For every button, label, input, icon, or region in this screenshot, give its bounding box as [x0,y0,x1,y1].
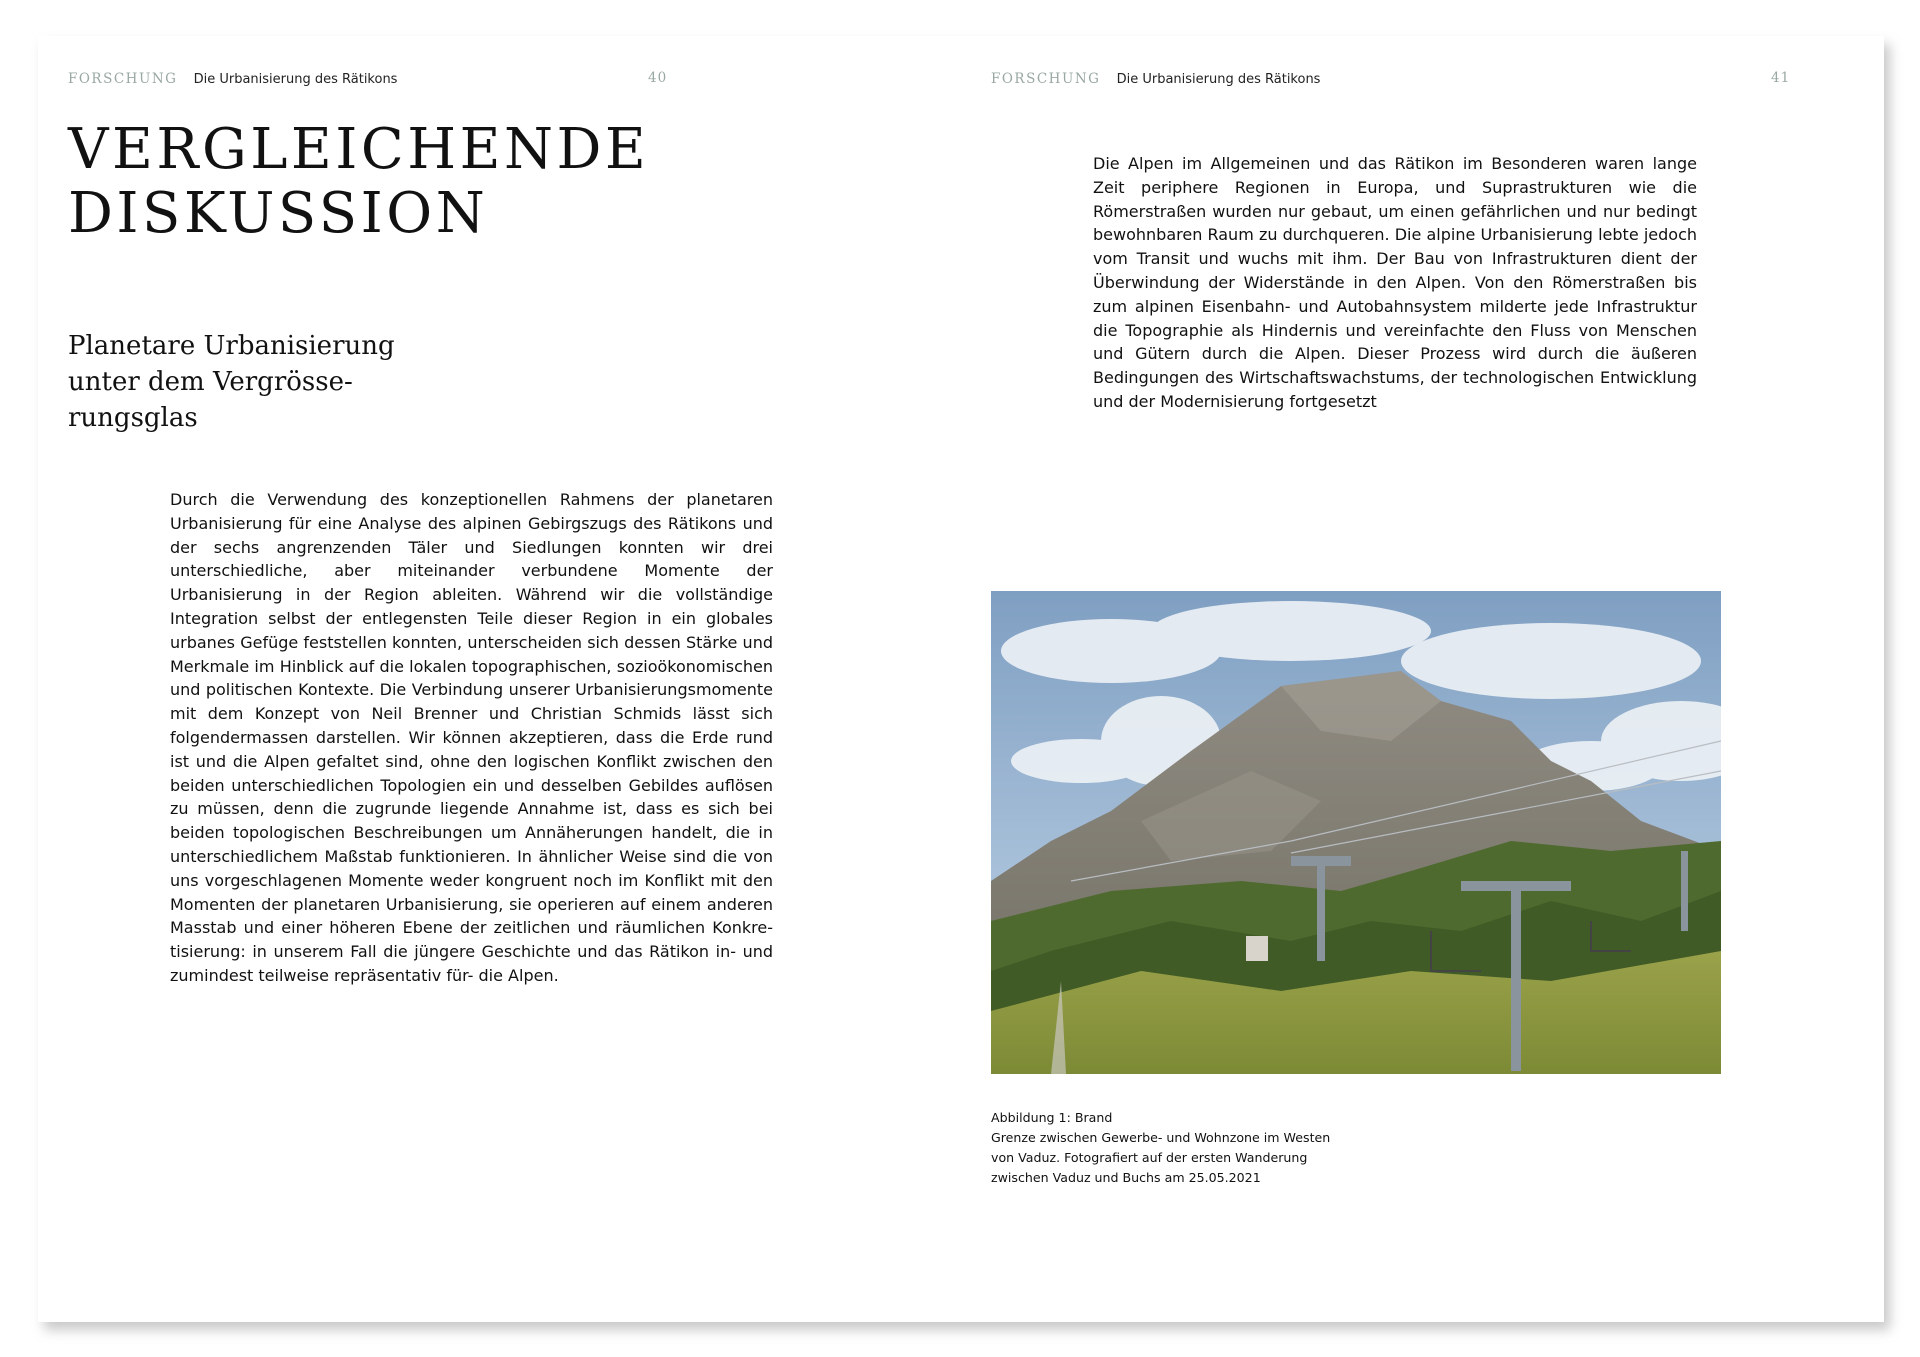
body-paragraph: Die Alpen im Allgemeinen und das Rätikon im Besonderen waren lange Zeit periphere Regionen in Europa, und Suprastrukturen wie die Römerstraßen wurden nur gebaut, um einen gefährlichen und nur bedingt bewohnbaren Raum zu durchqueren. Die alpine Urbanisierung lebte jedoch vom Transit und wuchs mit ihm. Der Bau von Infrastrukturen dient der Überwindung der Widerstände in den Alpen. Von den Römerstraßen bis zum alpinen Eisenbahn- und Autobahnsystem milderte jede Infrastruktur die Topographie als Hindernis und vereinfachte den Fluss von Menschen und Gütern durch die Alpen. Dieser Prozess wird durch die äußeren Bedingungen des Wirtschaftswachstums, der technologischen Entwicklung und der Modernisierung fortgesetzt [1093,154,1697,411]
header-title: Die Urbanisierung des Rätikons [1116,72,1321,87]
book-spread [38,36,1884,1322]
caption-line: zwischen Vaduz und Buchs am 25.05.2021 [991,1170,1261,1185]
running-header [991,71,1320,87]
chapter-title: VERGLEICHENDE DISKUSSION [68,117,650,246]
lift-hut [1246,936,1268,961]
caption-line: von Vaduz. Fotografiert auf der ersten Wanderung [991,1150,1308,1165]
header-section: FORSCHUNG [68,71,178,87]
right-page [961,36,1884,1322]
page-number: 40 [648,70,668,86]
header-title: Die Urbanisierung des Rätikons [193,72,398,87]
caption-line: Abbildung 1: Brand [991,1110,1113,1125]
figure-caption [991,1108,1371,1188]
section-subtitle: Planetare Urbanisierung unter dem Vergrösse- rungsglas [68,331,395,433]
page-number: 41 [1771,70,1791,86]
left-page [38,36,961,1322]
body-paragraph: Durch die Verwendung des konzeptionellen Rahmens der planetaren Urbanisierung für eine Analyse des alpinen Gebirgszugs des Rätikons und der sechs angrenzenden Täler und Siedlungen konnten wir drei unterschiedliche, aber miteinander verbundene Momente der Urbanisierung in der Region ableiten. Während wir die vollständige Integration selbst der entlegensten Teile dieser Region in ein globales urbanes Gefüge feststellen konnten, unterscheiden sich dessen Stärke und Merkmale im Hinblick auf die lokalen topographischen, sozioökonomischen und politischen Kontexte. Die Verbindung unserer Urbanisierungsmomente mit dem Konzept von Neil Brenner und Christian Schmids lässt sich folgendermassen darstellen. Wir können akzeptieren, dass die Erde rund ist und die Alpen gefaltet sind, ohne den logischen Konflikt zwischen den beiden unterschiedlichen Topologien ein und desselben Gebildes auflösen zu müssen, denn die zugrunde liegende Annahme ist, dass es sich bei beiden topologischen Beschreibungen um Annäherungen handelt, die in unterschiedlichem Maßstab funktionieren. In ähnlicher Weise sind die von uns vorgeschlagenen Momente weder kongruent noch im Konflikt mit den Momenten der planetaren Urbanisierung, sie operieren auf einem anderen Masstab und einer höheren Ebene der zeitlichen und räumlichen Konkretisierung: in unserem Fall die jüngere Geschichte und das Rätikon in- und zumindest teilweise repräsentativ für- die Alpen. [170,490,773,985]
header-section: FORSCHUNG [991,71,1101,87]
running-header [68,71,397,87]
caption-line: Grenze zwischen Gewerbe- und Wohnzone im Westen [991,1130,1331,1145]
mountain-chairlift-photo [991,591,1721,1074]
